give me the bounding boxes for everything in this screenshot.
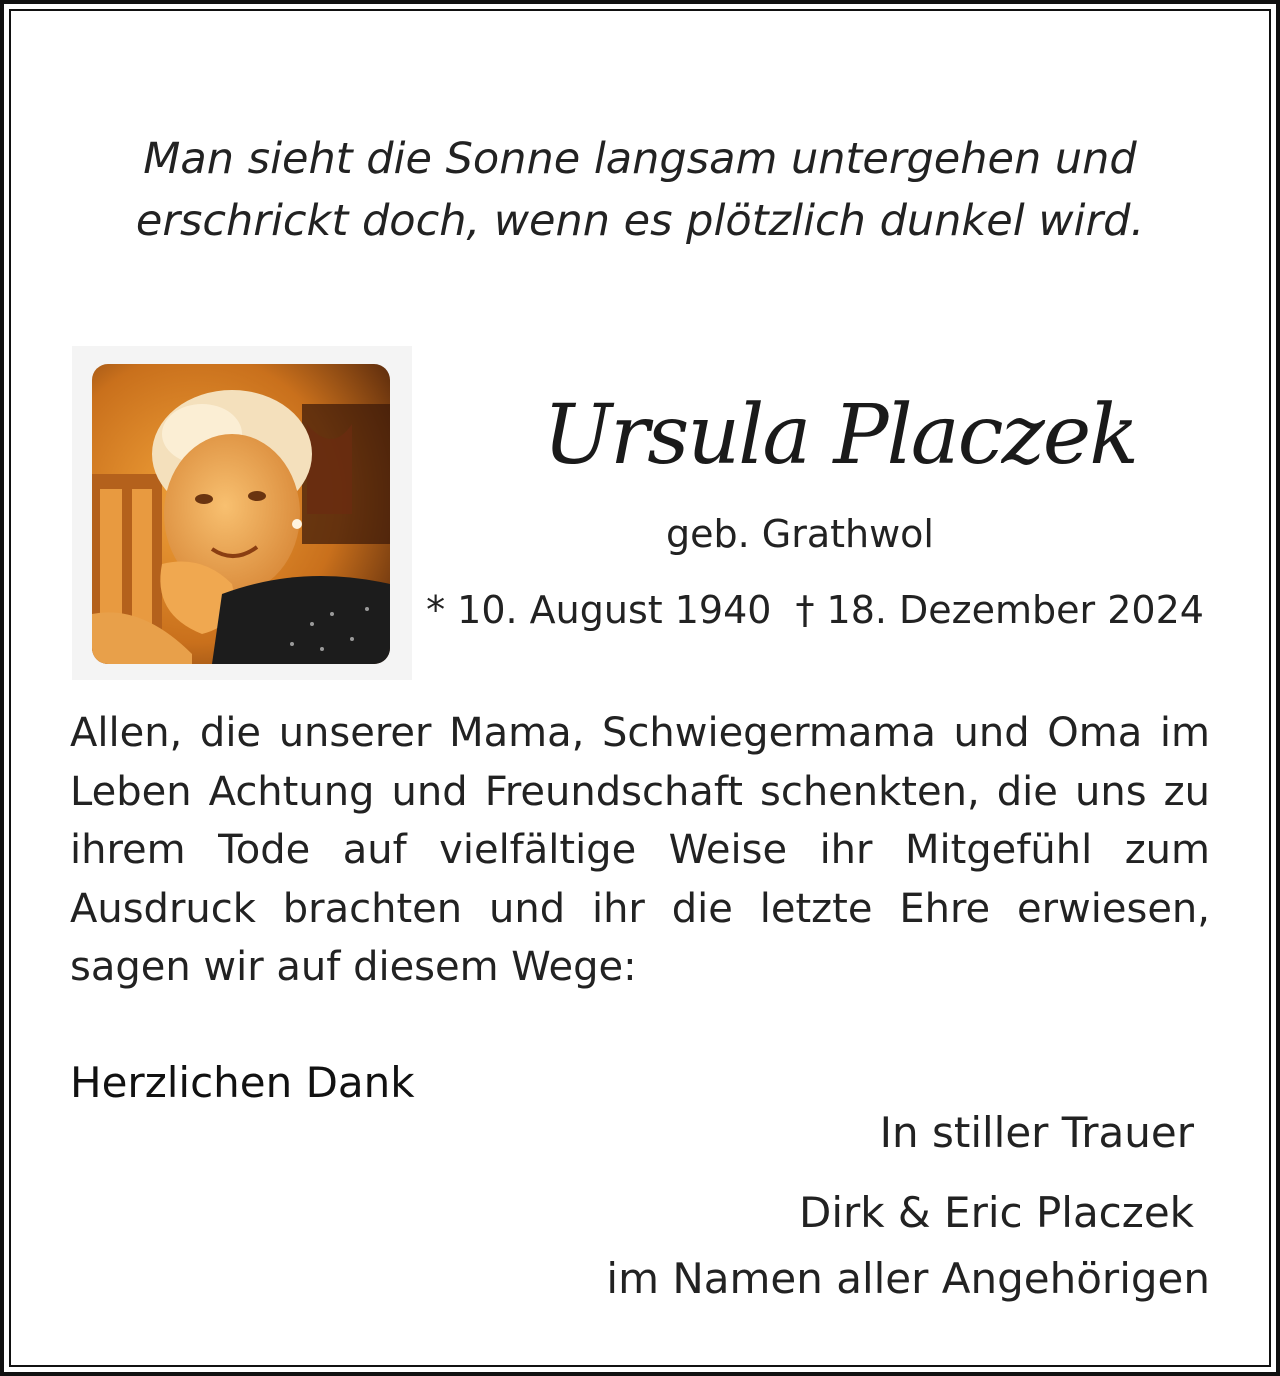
message-line: Leben Achtung und Freundschaft schenkten, die uns zu [70, 768, 1210, 815]
maiden-name: geb. Grathwol [665, 512, 934, 556]
life-dates [420, 588, 1210, 632]
message-line: Ausdruck brachten und ihr die letzte Ehre erwiesen, [70, 885, 1210, 932]
message-line: ihrem Tode auf vielfältige Weise ihr Mitgefühl zum [70, 827, 1210, 873]
mourning-line: In stiller Trauer [879, 1108, 1194, 1157]
quote [0, 128, 1280, 252]
thank-you-message [70, 704, 1210, 997]
quote-line-2: erschrickt doch, wenn es plötzlich dunkel wird. [135, 196, 1145, 246]
signatory-names: Dirk & Eric Placzek [798, 1188, 1194, 1237]
on-behalf-line: im Namen aller Angehörigen [606, 1254, 1210, 1303]
deceased-name: Ursula Placzek [542, 388, 1137, 483]
quote-line-1: Man sieht die Sonne langsam untergehen und [143, 134, 1137, 184]
message-line: sagen wir auf diesem Wege: [70, 944, 637, 990]
death-date: † 18. Dezember 2024 [795, 588, 1204, 632]
portrait-photo [92, 364, 390, 664]
birth-date: * 10. August 1940 [426, 588, 772, 632]
thanks-heading: Herzlichen Dank [70, 1058, 415, 1107]
message-line: Allen, die unserer Mama, Schwiegermama und Oma im [70, 710, 1210, 756]
portrait-frame [72, 346, 412, 680]
